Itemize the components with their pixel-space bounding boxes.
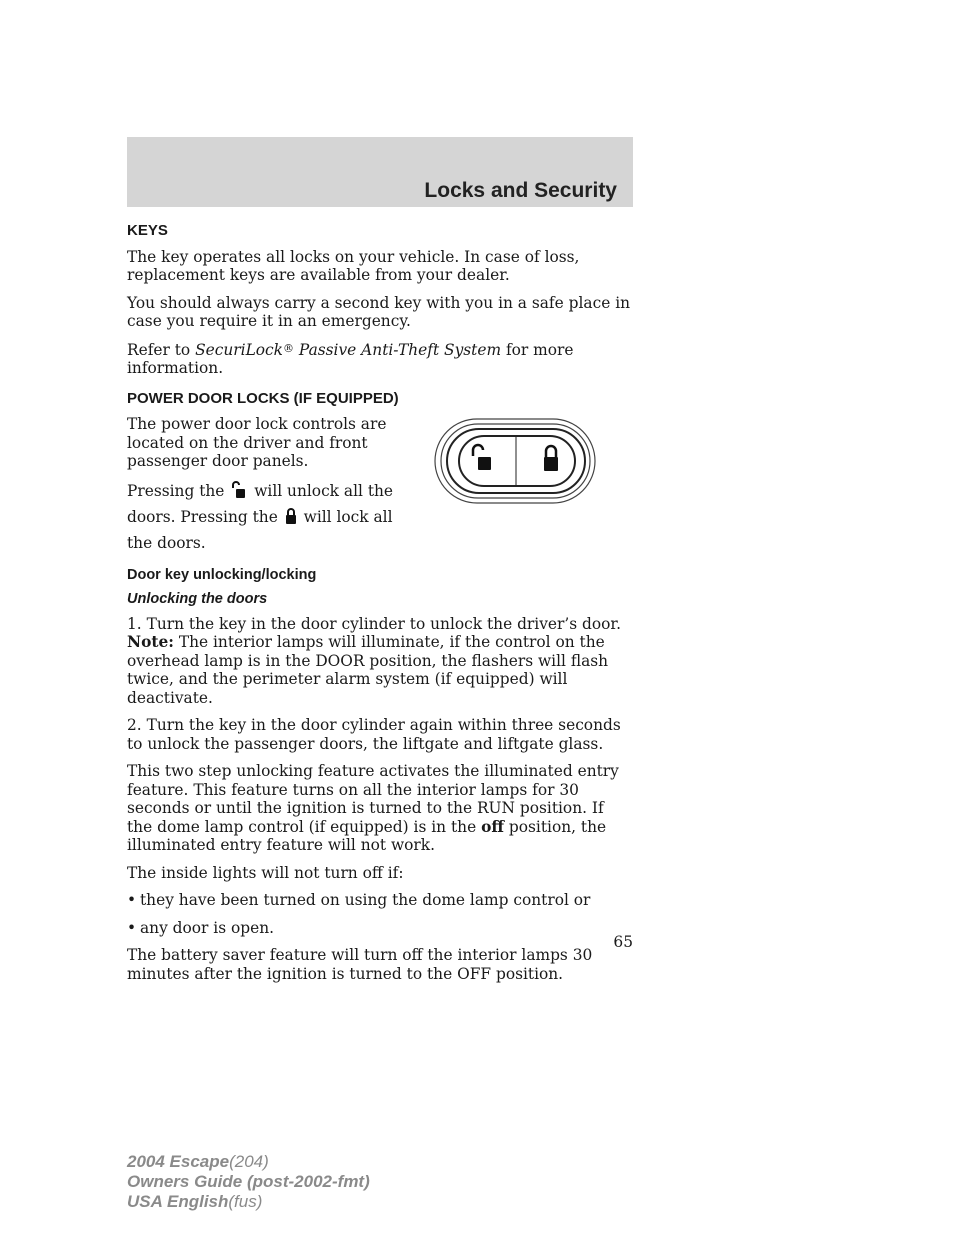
press-unlock-prefix: Pressing the: [127, 481, 225, 500]
securilock-name: SecuriLock: [195, 340, 284, 359]
press-unlock-suffix: will unlock all the: [254, 481, 394, 500]
power-locks-paragraph: The power door lock controls are located on the driver and front passenger door panels.: [127, 415, 387, 470]
footer-model-code: (204): [229, 1152, 269, 1171]
footer-language-code: (fus): [228, 1192, 263, 1211]
pats-name: Passive Anti-Theft System: [298, 340, 502, 359]
switch-unlock-icon: [473, 445, 491, 470]
refer-suffix: for more information.: [127, 340, 574, 377]
press-lock-suffix: will lock all: [303, 507, 393, 526]
door-key-heading: Door key unlocking/locking: [127, 566, 317, 583]
registered-mark: ®: [283, 341, 295, 355]
power-locks-section: [127, 415, 633, 564]
battery-saver-paragraph: The battery saver feature will turn off the interior lamps 30 minutes after the ignition is turned to the OFF position.: [127, 946, 593, 983]
unlocking-subheading: Unlocking the doors: [127, 591, 268, 607]
step-1-note: The interior lamps will illuminate, if the control on the overhead lamp is in the DOOR position, the flashers will flash twice, and the perimeter alarm system (if equipped) will deactivate.: [127, 633, 609, 707]
lock-icon: [285, 507, 297, 532]
section-title: Locks and Security: [424, 179, 617, 202]
feature-text-2: position, the illuminated entry feature will not work.: [127, 817, 607, 854]
press-lock-prefix: doors. Pressing the: [127, 507, 278, 526]
keys-refer-line: [127, 340, 633, 378]
lights-intro: The inside lights will not turn off if:: [127, 863, 404, 882]
feature-off-word: off: [481, 817, 504, 836]
keys-paragraph-1: The key operates all locks on your vehicle. In case of loss, replacement keys are available from your dealer.: [127, 247, 580, 284]
list-item: [127, 919, 633, 938]
step-2: 2. Turn the key in the door cylinder again within three seconds to unlock the passenger doors, the liftgate and liftgate glass.: [127, 716, 621, 753]
footer-language: USA English: [127, 1192, 229, 1211]
feature-paragraph: [127, 762, 633, 855]
switch-lock-icon: [544, 446, 558, 471]
power-locks-heading: POWER DOOR LOCKS (IF EQUIPPED): [127, 389, 399, 407]
section-header-band: [127, 137, 633, 207]
bullet-icon: •: [127, 918, 137, 937]
bullet-text: any door is open.: [140, 918, 275, 937]
document-footer: [127, 1152, 370, 1212]
step-1: [127, 615, 633, 708]
power-lock-switch-illustration: [431, 413, 601, 509]
list-item: [127, 891, 633, 910]
press-lock-end: the doors.: [127, 533, 206, 552]
footer-guide: Owners Guide (post-2002-fmt): [127, 1172, 370, 1191]
refer-prefix: Refer to: [127, 340, 191, 359]
keys-paragraph-2: You should always carry a second key with you in a safe place in case you require it in an emergency.: [127, 293, 631, 330]
note-label: Note:: [127, 633, 174, 651]
step-1-text: 1. Turn the key in the door cylinder to unlock the driver’s door.: [127, 614, 621, 633]
page-number: 65: [613, 933, 633, 951]
power-locks-press-text: [127, 480, 407, 555]
footer-model: 2004 Escape: [127, 1152, 230, 1171]
unlock-icon: [231, 481, 247, 506]
feature-text-1: This two step unlocking feature activates the illuminated entry feature. This feature turns on all the interior lamps for 30 seconds or until the ignition is turned to the RUN position. If the dome lamp control (if equipped) is in the: [127, 762, 619, 836]
page-content: [127, 222, 633, 992]
bullet-icon: •: [127, 891, 137, 909]
bullet-text: they have been turned on using the dome lamp control or: [140, 891, 591, 909]
keys-heading: KEYS: [127, 222, 168, 239]
